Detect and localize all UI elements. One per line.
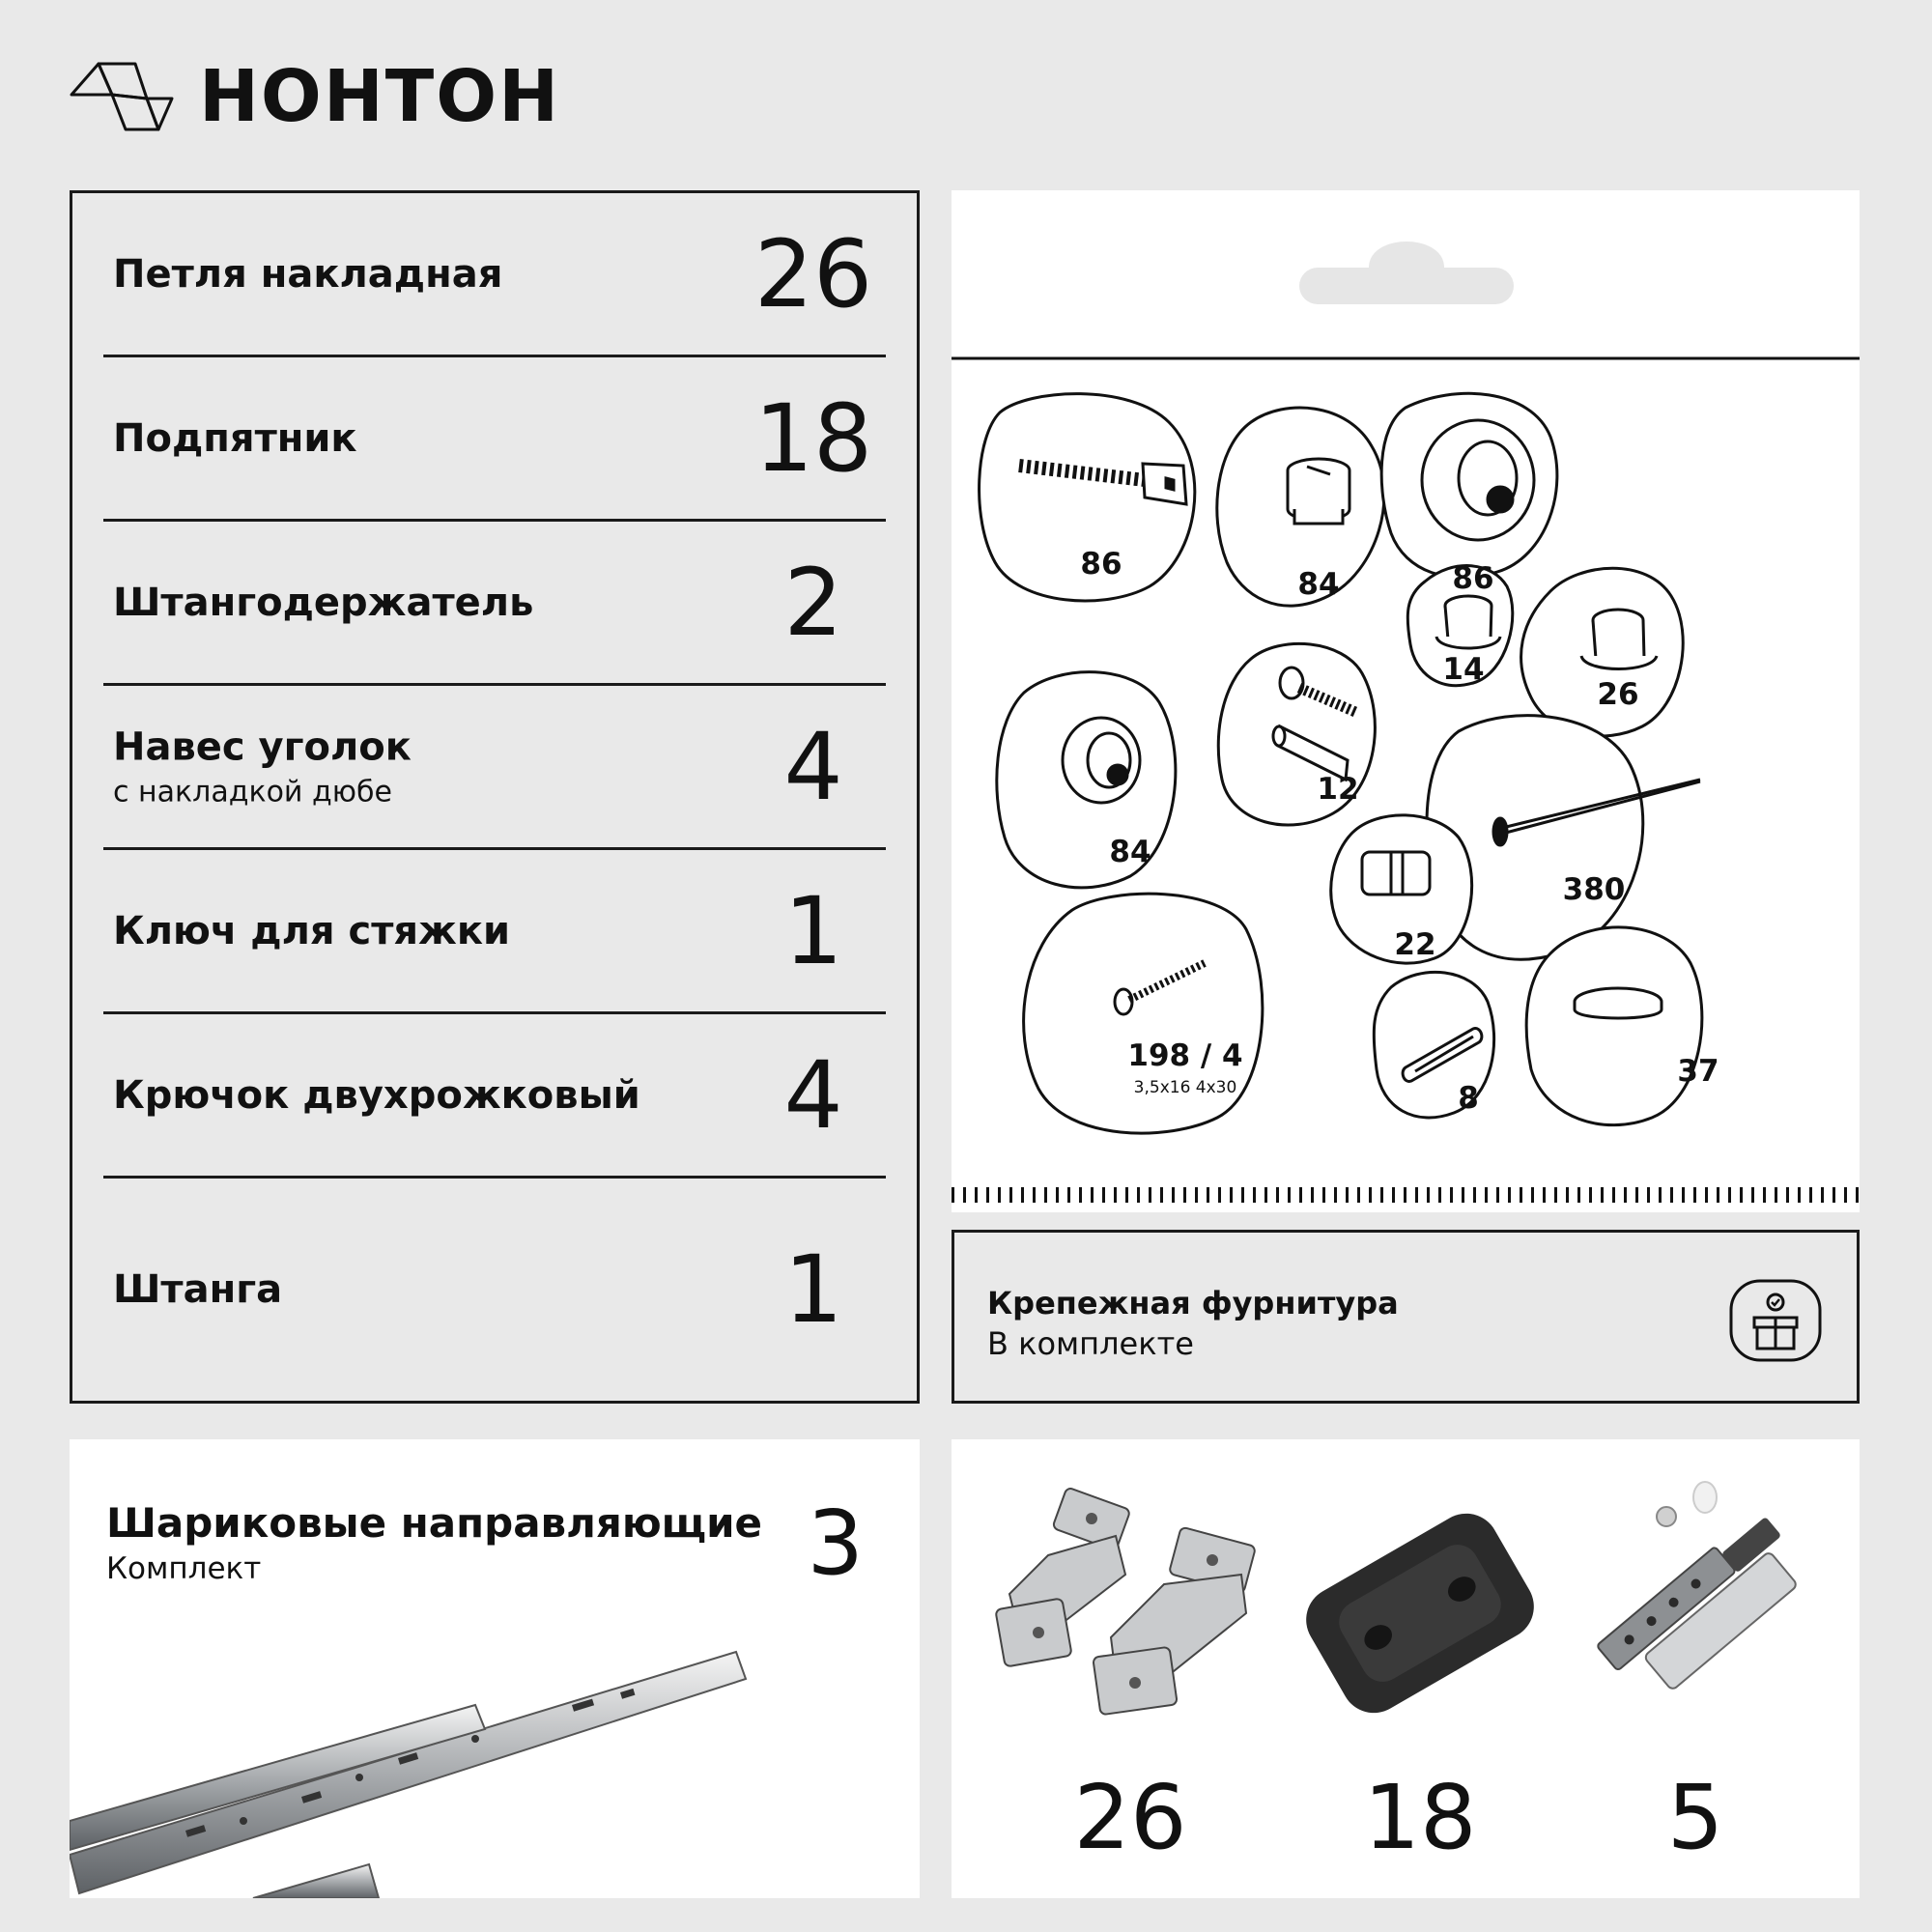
fitting-count: 380 — [1562, 872, 1626, 907]
list-item — [103, 850, 886, 1014]
item-sublabel: с накладкой дюбе — [113, 775, 392, 809]
list-item — [103, 686, 886, 850]
part-count: 5 — [1666, 1766, 1724, 1869]
ball-slides-panel — [70, 1439, 920, 1898]
list-item — [103, 1179, 886, 1401]
round-cap-icon — [1526, 927, 1702, 1125]
fitting-count: 12 — [1317, 772, 1359, 807]
slides-subtitle: Комплект — [106, 1551, 262, 1586]
item-count: 1 — [783, 876, 843, 985]
item-label: Крючок двухрожковый — [113, 1072, 640, 1118]
hardware-subtitle: В комплекте — [987, 1325, 1194, 1362]
list-item — [103, 193, 886, 357]
item-label: Подпятник — [113, 415, 357, 461]
item-count: 26 — [753, 219, 873, 328]
brand-name: НОНТОН — [199, 55, 561, 138]
item-label: Навес уголок — [113, 724, 412, 769]
item-label: Петля накладная — [113, 251, 503, 297]
fitting-count: 198 / 4 — [1127, 1038, 1243, 1073]
item-count: 2 — [783, 548, 843, 657]
hardware-included-box — [952, 1230, 1860, 1404]
contents-list — [70, 190, 920, 1404]
part-count: 26 — [1073, 1766, 1187, 1869]
part-hinges — [980, 1439, 1280, 1898]
item-count: 4 — [783, 712, 843, 821]
slides-title: Шариковые направляющие — [106, 1499, 763, 1547]
nonton-logo-icon — [70, 60, 174, 133]
fitting-count: 86 — [1452, 561, 1494, 596]
fittings-bag-diagram — [952, 190, 1860, 1212]
cam-cap-large-icon — [1381, 393, 1557, 577]
item-count: 4 — [783, 1040, 843, 1150]
hardware-title: Крепежная фурнитура — [987, 1285, 1399, 1321]
item-label: Штанга — [113, 1267, 283, 1312]
fitting-count: 8 — [1458, 1081, 1479, 1116]
list-item — [103, 1014, 886, 1179]
list-item — [103, 357, 886, 522]
furniture-foot-pad-icon — [1294, 1468, 1546, 1758]
list-item — [103, 522, 886, 686]
fittings-bag-illustration — [952, 190, 1860, 1212]
fitting-count: 26 — [1597, 677, 1639, 712]
push-latch-icon — [1560, 1468, 1831, 1758]
item-label: Штангодержатель — [113, 580, 534, 625]
part-push-latch — [1560, 1439, 1831, 1898]
bag-hanger-icon — [1299, 242, 1514, 304]
item-count: 18 — [753, 384, 873, 493]
item-label: Ключ для стяжки — [113, 908, 511, 953]
part-count: 18 — [1363, 1766, 1477, 1869]
brand-header — [70, 55, 561, 138]
fitting-sizes: 3,5x16 4x30 — [1133, 1078, 1237, 1097]
slides-count: 3 — [807, 1492, 864, 1595]
part-foot-pads — [1294, 1439, 1546, 1898]
nail-icon — [1427, 716, 1700, 960]
parts-panel — [952, 1439, 1860, 1898]
fitting-count: 86 — [1080, 547, 1122, 582]
ball-bearing-slides-icon — [70, 1604, 920, 1898]
fitting-count: 84 — [1109, 835, 1151, 869]
fitting-count: 84 — [1297, 567, 1340, 602]
box-check-icon — [1727, 1277, 1824, 1364]
item-count: 1 — [783, 1236, 843, 1344]
fitting-count: 14 — [1442, 652, 1485, 687]
fitting-count: 37 — [1677, 1054, 1719, 1089]
fitting-count: 22 — [1394, 927, 1436, 962]
concealed-hinges-icon — [980, 1468, 1280, 1758]
